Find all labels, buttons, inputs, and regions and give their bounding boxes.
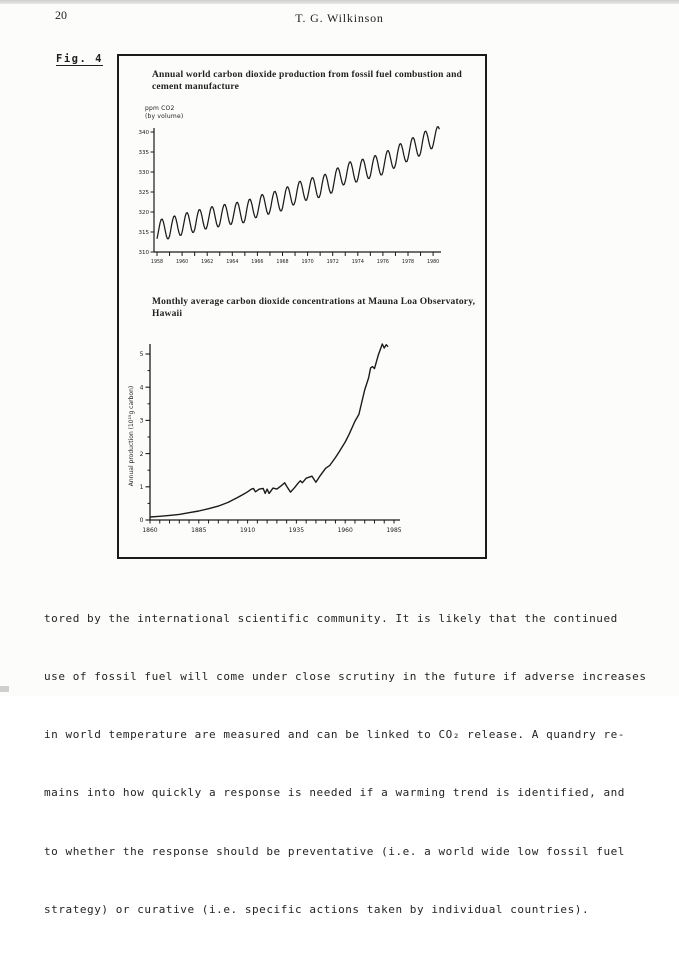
svg-text:315: 315 bbox=[138, 230, 149, 236]
bottom-chart-title: Monthly average carbon dioxide concentrations at Mauna Loa Observatory, Hawaii bbox=[152, 297, 476, 319]
svg-text:3: 3 bbox=[139, 417, 144, 425]
svg-text:1860: 1860 bbox=[142, 527, 158, 534]
svg-text:5: 5 bbox=[139, 351, 144, 359]
svg-text:1935: 1935 bbox=[288, 527, 305, 534]
svg-text:1985: 1985 bbox=[386, 527, 402, 534]
svg-text:1885: 1885 bbox=[191, 527, 207, 534]
svg-text:1980: 1980 bbox=[426, 260, 440, 265]
body-line: tored by the international scientific community. It is likely that the continued bbox=[44, 611, 618, 625]
svg-text:1966: 1966 bbox=[251, 260, 264, 265]
body-line: in world temperature are measured and can be linked to CO₂ release. A quandry re- bbox=[44, 728, 625, 742]
svg-text:1974: 1974 bbox=[351, 260, 364, 265]
svg-text:1970: 1970 bbox=[301, 260, 314, 265]
scan-edge-artifact bbox=[0, 0, 679, 4]
body-text bbox=[44, 570, 656, 958]
svg-text:1976: 1976 bbox=[376, 260, 390, 265]
svg-text:1958: 1958 bbox=[150, 260, 164, 265]
svg-text:Annual production (10¹⁵g carbo: Annual production (10¹⁵g carbon) bbox=[128, 385, 135, 487]
body-line: strategy) or curative (i.e. specific actions taken by individual countries). bbox=[44, 902, 590, 916]
svg-text:0: 0 bbox=[139, 517, 144, 525]
body-line: to whether the response should be preventative (i.e. a world wide low fossil fuel bbox=[44, 844, 625, 858]
svg-text:1972: 1972 bbox=[326, 260, 339, 265]
figure-label: Fig. 4 bbox=[56, 53, 103, 65]
svg-text:1: 1 bbox=[139, 484, 144, 491]
figure-box bbox=[117, 54, 487, 559]
svg-text:320: 320 bbox=[138, 210, 149, 216]
svg-text:1978: 1978 bbox=[401, 260, 415, 265]
svg-text:1962: 1962 bbox=[201, 260, 214, 265]
running-title: T. G. Wilkinson bbox=[295, 11, 384, 25]
svg-text:2: 2 bbox=[139, 450, 144, 458]
svg-text:1910: 1910 bbox=[239, 527, 256, 534]
top-chart-y-unit-line2: (by volume) bbox=[145, 113, 184, 120]
svg-text:330: 330 bbox=[138, 170, 149, 176]
svg-text:335: 335 bbox=[138, 150, 149, 156]
svg-text:1968: 1968 bbox=[276, 260, 289, 265]
body-line: mains into how quickly a response is needed if a warming trend is identified, and bbox=[44, 786, 625, 800]
scan-corner-artifact bbox=[0, 686, 9, 692]
svg-text:325: 325 bbox=[138, 190, 149, 196]
top-chart-y-unit-line1: ppm CO2 bbox=[145, 105, 175, 112]
page-number: 20 bbox=[55, 8, 67, 22]
svg-text:1960: 1960 bbox=[337, 527, 353, 534]
svg-text:310: 310 bbox=[138, 250, 149, 256]
annual-production-chart bbox=[123, 336, 423, 541]
svg-text:4: 4 bbox=[139, 384, 144, 392]
body-line: use of fossil fuel will come under close scrutiny in the future if adverse increases bbox=[44, 670, 647, 684]
svg-text:1964: 1964 bbox=[226, 260, 239, 265]
svg-text:1960: 1960 bbox=[175, 260, 189, 265]
top-chart-title: Annual world carbon dioxide production from fossil fuel combustion and cement manufacture bbox=[152, 70, 463, 92]
keeling-curve-chart bbox=[138, 124, 454, 270]
svg-text:340: 340 bbox=[138, 130, 149, 136]
